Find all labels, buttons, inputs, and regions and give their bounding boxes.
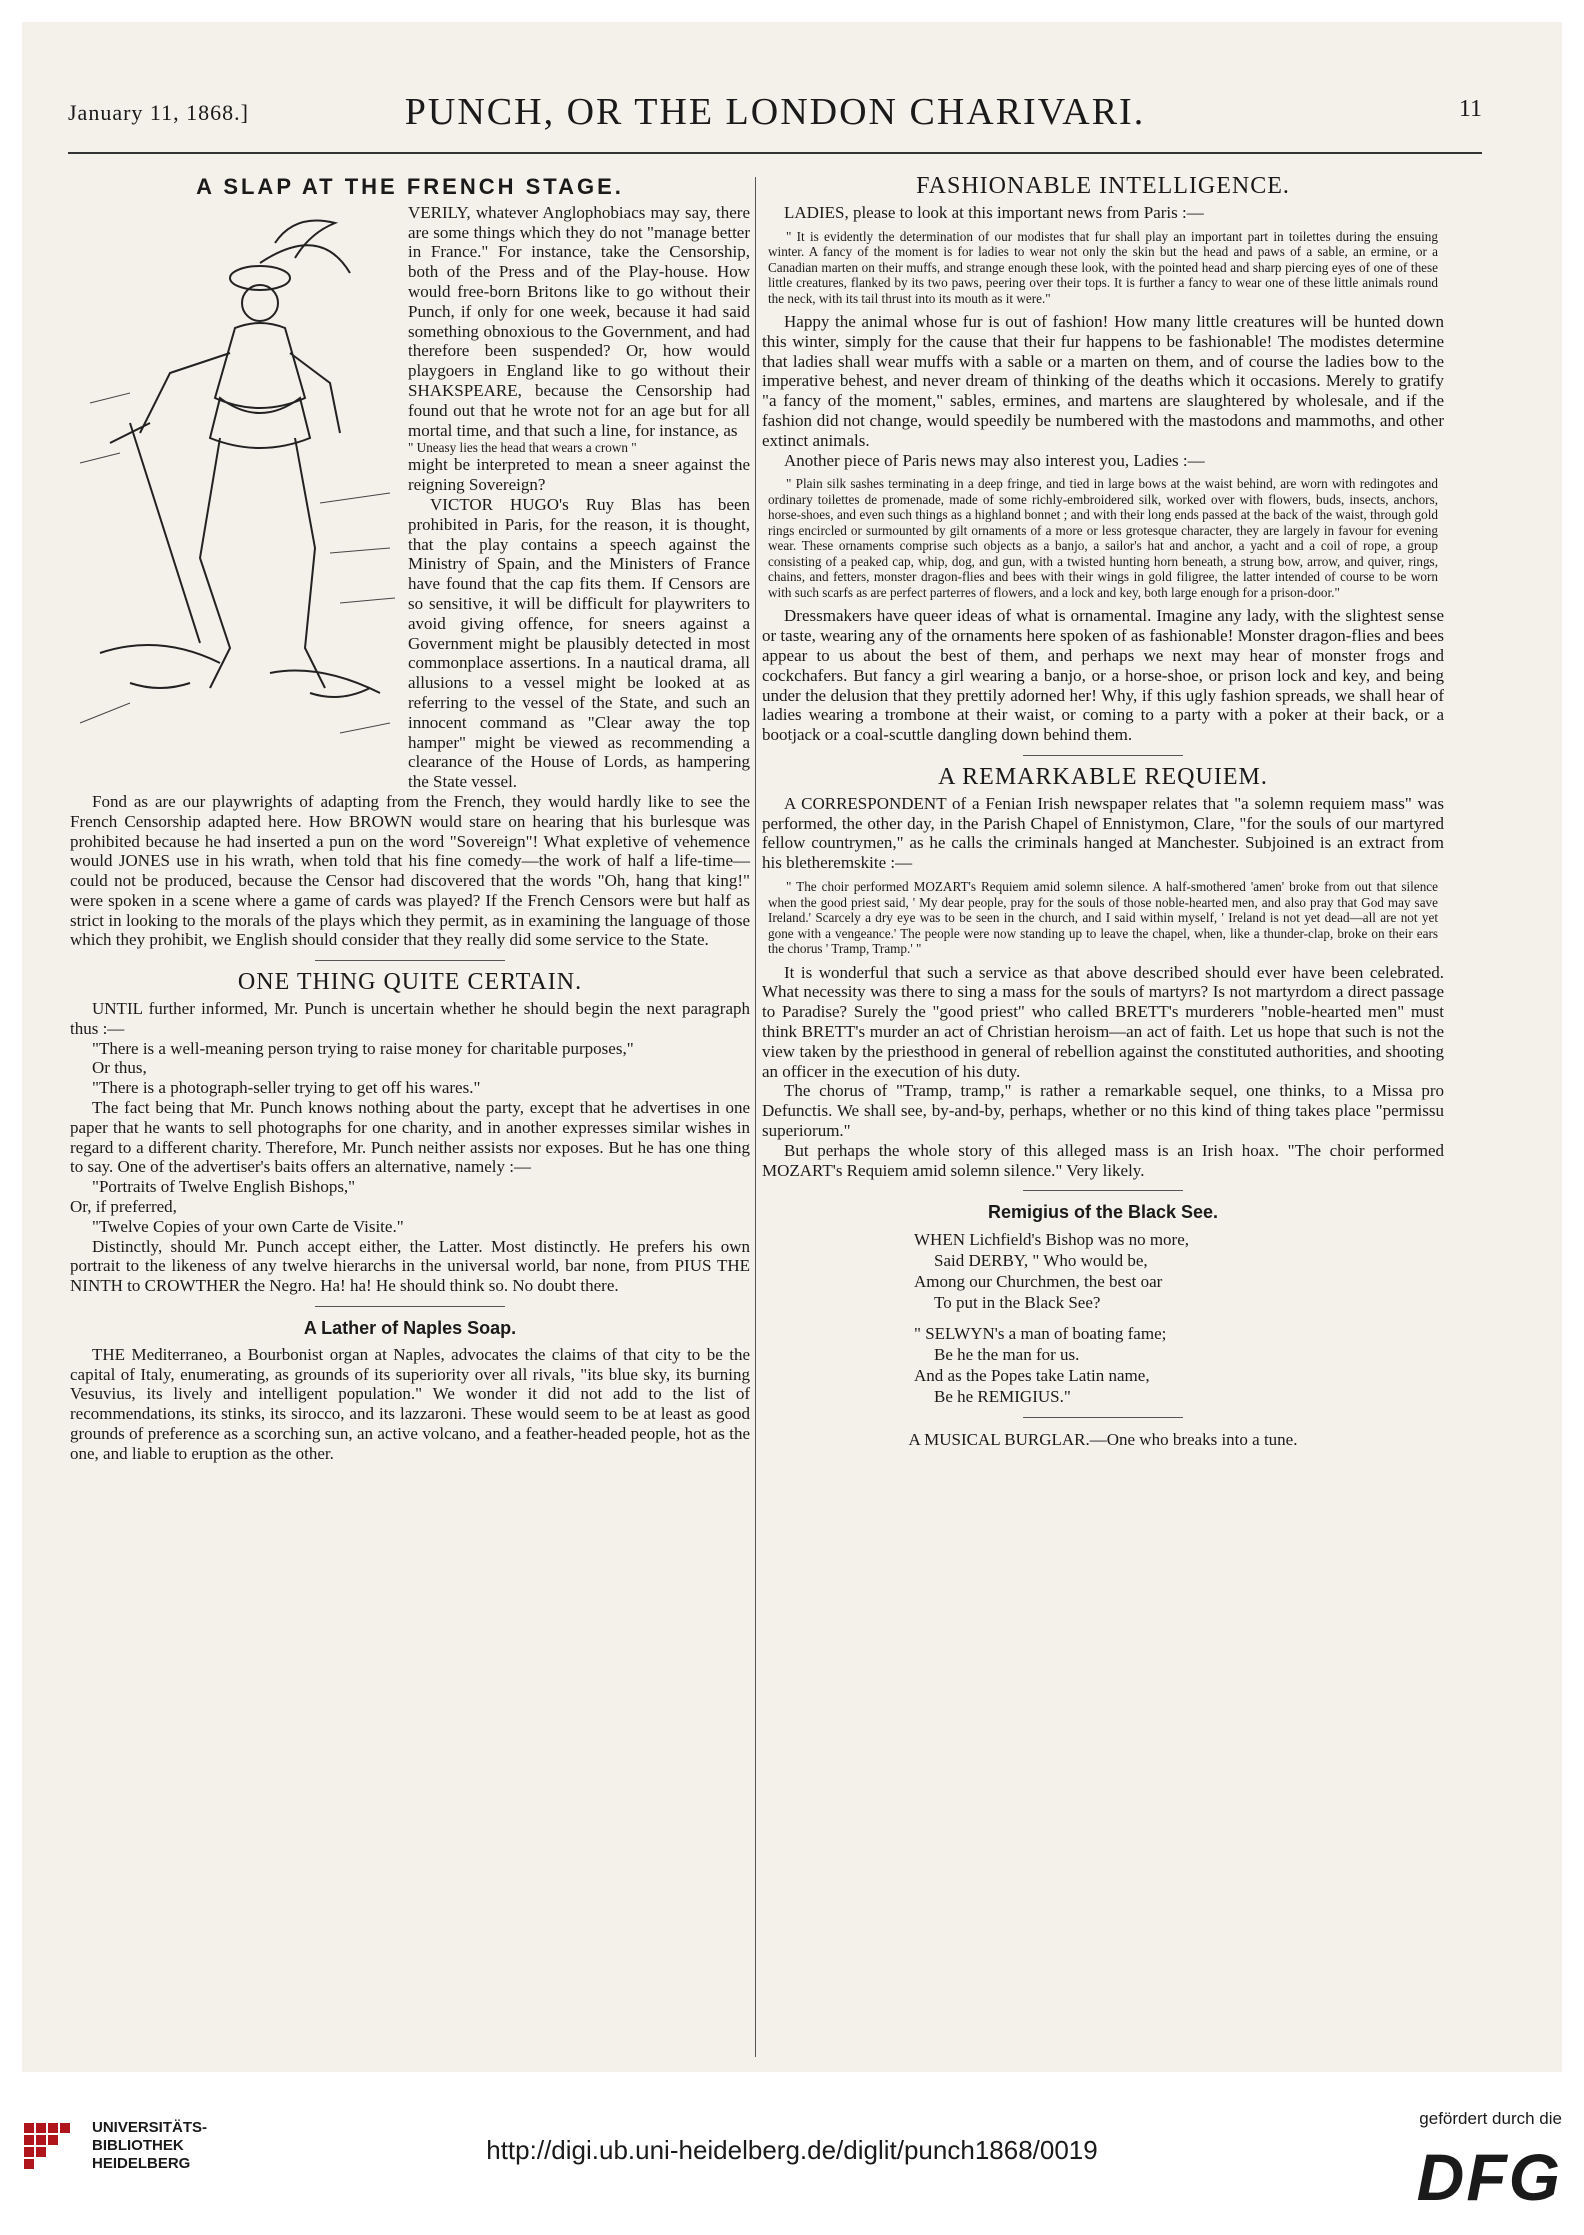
article-remarkable-requiem	[762, 764, 1444, 1180]
section-separator	[1023, 1417, 1183, 1418]
verse-line: Among our Churchmen, the best oar	[914, 1272, 1163, 1292]
paragraph: The fact being that Mr. Punch knows nothing about the party, except that he advertises in one paper that he wants to sell photographs for one charity, and in another expresses similar wishes in regard to a different charity. Therefore, Mr. Punch neither assists nor exposes. But he has one thing to say. One of the advertiser's baits offers an alternative, namely :—	[70, 1098, 750, 1177]
article-lather-naples	[70, 1319, 750, 1464]
verse-line: " SELWYN's a man of boating fame;	[914, 1324, 1167, 1344]
library-name-line: BIBLIOTHEK	[92, 2137, 184, 2154]
source-url-link[interactable]: http://digi.ub.uni-heidelberg.de/diglit/punch1868/0019	[486, 2135, 1098, 2165]
paragraph: But perhaps the whole story of this alleged mass is an Irish hoax. "The choir performed MOZART's Requiem amid solemn silence." Very likely.	[762, 1140, 1444, 1180]
paragraph: Or thus,	[92, 1058, 147, 1078]
verse-line: WHEN Lichfield's Bishop was no more,	[914, 1230, 1190, 1250]
paragraph: "Twelve Copies of your own Carte de Visite."	[92, 1216, 404, 1236]
article-fashionable-intelligence	[762, 173, 1444, 745]
cavalier-illustration	[70, 203, 400, 773]
paragraph: Distinctly, should Mr. Punch accept either, the Latter. Most distinctly. He prefers his own portrait to the likeness of any twelve hierarchs in the universal world, bar none, from PIUS THE NINTH to CROWTHER the Negro. Ha! ha! He should think so. No doubt there.	[70, 1236, 750, 1296]
article-title: FASHIONABLE INTELLIGENCE.	[916, 173, 1290, 199]
article-title: A Lather of Naples Soap.	[303, 1318, 517, 1339]
poem-verse	[762, 1229, 1444, 1407]
paragraph: The chorus of "Tramp, tramp," is rather a remarkable sequel, one thinks, to a Missa pro Defunctis. We shall see, by-and-by, perhaps, whether or no this kind of thing takes place "permissu superiorum."	[762, 1081, 1444, 1140]
header-rule	[68, 152, 1482, 154]
article-title: ONE THING QUITE CERTAIN.	[237, 969, 583, 996]
article-slap-french-stage	[70, 174, 750, 950]
left-column	[70, 174, 750, 1464]
article-title: A REMARKABLE REQUIEM.	[938, 764, 1268, 791]
right-column	[762, 173, 1444, 1450]
verse-line: Be he the man for us.	[934, 1345, 1080, 1365]
quote: " Uneasy lies the head that wears a crown "	[408, 440, 637, 456]
paragraph: It is wonderful that such a service as that above described should ever have been celebrated. What necessity was there to sing a mass for the souls of martyrs? Is not martyrdom a direct passage to Paradise? Surely the "good priest" who called BRETT's murderers "noble-hearted men" must think BRETT's murder an act of Christian heroism—an act of faith. Let us hope that such is not the view taken by the priesthood in general of rebellion against the constituted authorities, and shooting an officer in the execution of his duty.	[762, 962, 1444, 1081]
paragraph: might be interpreted to mean a sneer against the reigning Sovereign?	[408, 455, 750, 495]
paragraph: Or, if preferred,	[70, 1197, 177, 1217]
column-divider	[755, 177, 756, 2057]
article-one-thing-certain	[70, 969, 750, 1296]
paragraph: A CORRESPONDENT of a Fenian Irish newspaper relates that "a solemn requiem mass" was performed, the other day, in the Parish Chapel of Ennistymon, Clare, "for the souls of our martyred fellow countrymen," as he calls the criminals hanged at Manchester. Subjoined is an extract from his bletheremskite :—	[762, 793, 1444, 873]
masthead-title: PUNCH, OR THE LONDON CHARIVARI.	[404, 91, 1146, 133]
digitization-footer	[0, 2095, 1584, 2235]
poem-remigius	[762, 1203, 1444, 1407]
paragraph: "Portraits of Twelve English Bishops,"	[92, 1177, 356, 1197]
section-separator	[315, 960, 505, 961]
paragraph: Fond as are our playwrights of adapting from the French, they would hardly like to see the French Censorship adapted here. How BROWN would stare on hearing that his burlesque was prohibited because he had inserted a pun on the word "Sovereign"! What expletive of vehemence would JONES use in his wrath, when told that his fine comedy—the work of half a life-time—could not be produced, because the Censor had discovered that the words "Oh, hang that king!" were spoken in a scene where a game of cards was played? If the French Censors were but half as strict in looking to the morals of the plays which they permit, as in examining the language of those which they prohibit, we English should consider that they really did some service to the State.	[70, 791, 750, 950]
quote: " Plain silk sashes terminating in a deep fringe, and tied in large bows at the waist behind, are worn with redingotes and ordinary toilettes de promenade, made of some richly-embroidered silk, worked over with flowers, buds, insects, anchors, horse-shoes, and even such things as a highland bonnet ; and with their long ends passed at the back of the waist, through gold rings encircled or surmounted by gilt ornaments of a more or less grotesque character, they are largely in favour for evening wear. These ornaments comprise such objects as a banjo, a sailor's hat and anchor, a yacht and a coil of rope, a group consisting of a peaked cap, whip, dog, and gun, with a twisted hunting horn beneath, a strung bow, arrow, and quiver, rings, chains, and fetters, monster dragon-flies and bees with their wings in gold filigree, the latter intended of course to be worn with such scarfs as are perfect parterres of flowers, and a lock and key, both large enough for a prison-door."	[768, 476, 1438, 600]
funded-by-label: gefördert durch die	[1419, 2109, 1562, 2128]
paragraph: "There is a well-meaning person trying to raise money for charitable purposes,"	[92, 1038, 634, 1058]
musical-burglar-joke: A MUSICAL BURGLAR.—One who breaks into a tune.	[908, 1430, 1298, 1450]
paragraph: VICTOR HUGO's Ruy Blas has been prohibited in Paris, for the reason, it is thought, that the play contains a speech against the Ministry of Spain, and the Ministers of France have found that the cap fits them. If Censors are so sensitive, it will be difficult for playwriters to avoid giving offence, for sneers against a Government might be plausibly detected in most commonplace assertions. In a nautical drama, all allusions to a vessel might be looked at as referring to the vessel of the State, and such an innocent command as "Clear away the top hamper" might be viewed as recommending a clearance of the House of Lords, as hampering the State vessel.	[408, 494, 750, 792]
verse-line: Said DERBY, " Who would be,	[934, 1251, 1148, 1271]
verse-line: Be he REMIGIUS."	[934, 1387, 1071, 1407]
quote: " The choir performed MOZART's Requiem amid solemn silence. A half-smothered 'amen' broke from out that silence when the good priest said, ' My dear people, pray for the souls of those noble-hearted men, and also pray that God may save Ireland.' Scarcely a dry eye was to be seen in the church, and I said within myself, ' Ireland is not yet dead—all are not yet gone with a vengeance.' The people were now standing up to leave the chapel, when, like a thunder-clap, broke on their ears the chorus ' Tramp, Tramp.' "	[768, 879, 1438, 957]
cavalier-drawing	[70, 203, 400, 773]
page-number: 11	[1458, 96, 1482, 122]
library-name-line: UNIVERSITÄTS-	[92, 2119, 208, 2136]
paragraph: Happy the animal whose fur is out of fashion! How many little creatures will be hunted down this winter, simply for the cause that their fur happens to be fashionable! The modistes determine that ladies shall wear muffs with a sable or a marten on them, and of course the ladies bow to the imperative behest, and never dream of thinking of the deaths which it occasions. Merely to gratify "a fancy of the moment," sables, ermines, and martens are slaughtered by wholesale, and if the fashion did not change, would speedily be numbered with the mastodons and mammoths, and other extinct animals.	[762, 312, 1444, 450]
issue-date: January 11, 1868.]	[68, 100, 249, 125]
dfg-logo: DFG	[1416, 2140, 1562, 2214]
newspaper-page	[22, 22, 1562, 2072]
library-name-line: HEIDELBERG	[92, 2155, 191, 2172]
paragraph: "There is a photograph-seller trying to get off his wares."	[92, 1078, 481, 1098]
poem-title: Remigius of the Black See.	[987, 1202, 1219, 1223]
section-separator	[315, 1306, 505, 1307]
paragraph: LADIES, please to look at this important news from Paris :—	[784, 202, 1204, 222]
paragraph: Another piece of Paris news may also interest you, Ladies :—	[784, 450, 1205, 470]
article-title: A SLAP AT THE FRENCH STAGE.	[196, 174, 624, 199]
section-separator	[1023, 755, 1183, 756]
section-separator	[1023, 1190, 1183, 1191]
paragraph: VERILY, whatever Anglophobiacs may say, there are some things which they do not "manage better in France." For instance, take the Censorship, both of the Press and of the Play-house. How would free-born Britons like to go without their Punch, if only for one week, because it had said something obnoxious to the Government, and had therefore been suspended? Or, how would playgoers in England like to go without their SHAKSPEARE, because the Censorship had found out that he wrote not for an age but for all mortal time, and that such a line, for instance, as	[408, 202, 750, 440]
quote: " It is evidently the determination of our modistes that fur shall play an important part in toilettes during the ensuing winter. A fancy of the moment is for ladies to wear not only the skin but the head and paws of a sable, an ermine, or a Canadian marten on their muffs, and strange enough these look, with the pointed head and sharp piercing eyes of one of these little creatures, flanked by its two paws, peering over their tops. It is further a fancy to wear one of these little animals round the neck, with its tail thrust into its mouth as it were."	[768, 228, 1438, 306]
paragraph: Dressmakers have queer ideas of what is ornamental. Imagine any lady, with the slightest sense or taste, wearing any of the ornaments here spoken of as fashionable! Monster dragon-flies and bees appear to us about the best of them, and perhaps we next may hear of monster frogs and cockchafers. But fancy a girl wearing a banjo, or a horse-shoe, or prison lock and key, and being under the delusion that they prettily adorned her! Why, if this ugly fashion spreads, we shall hear of ladies wearing a trombone at their waist, or coming to a party with a poker at their back, or a bootjack or a coal-scuttle dangling down behind them.	[762, 606, 1444, 745]
paragraph: UNTIL further informed, Mr. Punch is uncertain whether he should begin the next paragraph thus :—	[70, 999, 750, 1038]
paragraph: THE Mediterraneo, a Bourbonist organ at Naples, advocates the claims of that city to be the capital of Italy, enumerating, as grounds of its superiority over all rivals, "its blue sky, its burning Vesuvius, its lively and intelligent population." We wonder it did not add to the list of recommendations, its stinks, its sirocco, and its lazzaroni. These would seem to be at least as good grounds of preference as a scorching sun, an active volcano, and a feather-headed people, hot as the one, and liable to eruption as the other.	[70, 1344, 750, 1463]
verse-line: To put in the Black See?	[934, 1293, 1101, 1313]
verse-line: And as the Popes take Latin name,	[914, 1366, 1150, 1386]
page-header	[68, 90, 1482, 133]
